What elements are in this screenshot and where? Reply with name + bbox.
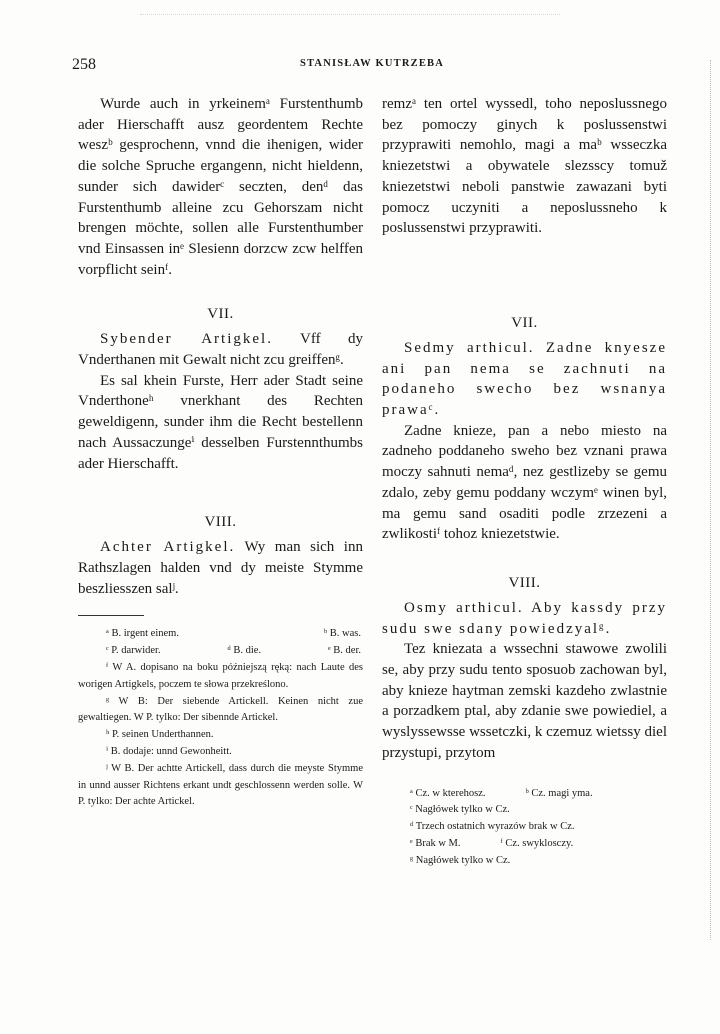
footnote-e: ᵉ Brak w M. — [410, 837, 461, 849]
footnote-j: ʲ W B. Der achtte Artickell, dass durch die meyste Stymme in unnd ausser Richtens erkant undt geschlossenn werden solle. W P. tylko: Der achte Artickel. — [78, 762, 363, 808]
footnote-a: ᵃ B. irgent einem. — [106, 628, 179, 640]
footnote-f: ᶠ W A. dopisano na boku późniejszą ręką: nach Laute des worigen Artigkels, poczem te słowa przekreślono. — [78, 661, 363, 690]
footnote-e: ᵉ B. der. — [327, 645, 361, 657]
footnote-d: ᵈ B. die. — [227, 645, 262, 657]
right-column-czech — [382, 94, 667, 870]
footnote-row — [78, 643, 363, 660]
page-header — [72, 56, 672, 76]
footnote-c: ᶜ P. darwider. — [106, 645, 161, 657]
left-section-8-title-paragraph — [78, 537, 363, 599]
left-section-8-title: Achter Artigkel. — [100, 539, 236, 556]
footnote-b: ᵇ B. was. — [323, 628, 361, 640]
left-section-7-title: Sybender Artigkel. — [100, 331, 273, 348]
left-column-german — [78, 94, 363, 811]
left-section-7-paragraph: Es sal khein Furste, Herr ader Stadt seine Vnderthoneʰ vnerkhant des Rechten geweldigenn, sunder ihm die Recht bestellenn nach Aussaczungeⁱ desselben Furstennthumbs ader Hierschafft. — [78, 372, 363, 472]
right-intro-paragraph: remzᵃ ten ortel wyssedl, toho neposlussnego bez pomoczy ginych k poslussenstwi przyprawiti nemohlo, magi a maᵇ wsseczka kniezetstwi a obywatele slezsscy tomuž kniezetstwi neboli panstwie zawazani byti pomocz uczyniti a neposlussneho k poslussenstwi przyprawiti. — [382, 96, 667, 237]
scan-noise — [140, 14, 560, 23]
left-section-7-title-paragraph — [78, 329, 363, 370]
left-section-8-title-rest: Wy man sich inn Rathszlagen halden vnd dy meiste Stymme beszliesszen salʲ. — [78, 539, 363, 597]
footnote-row — [382, 786, 667, 803]
footnote-a: ᵃ Cz. w kterehosz. — [410, 787, 486, 799]
right-section-7-heading: VII. — [511, 314, 538, 331]
right-section-7-title: Sedmy arthicul. Zadne knyesze ani pan nema se zachnuti na podaneho swecho bez wsnanya prawaᶜ. — [382, 339, 667, 419]
right-section-7-paragraph: Zadne knieze, pan a nebo miesto na zadneho poddaneho sweho bez vznani prawa moczy sahnuti nemaᵈ, nez gestlizeby se gemu zdalo, zeby gemu poddany wczymᵉ winen byl, ma gemu sand osaditi podle zrzezeni a zwlikostiᶠ tohoz kniezetstwie. — [382, 422, 667, 543]
footnote-g: ᵍ W B: Der siebende Artickell. Keinen nicht zue gewaltiegen. W P. tylko: Der sibennde Artickel. — [78, 695, 363, 724]
left-intro-paragraph: Wurde auch in yrkeinemᵃ Furstenthumb ader Hierschafft ausz geordentem Rechte weszᵇ gesprochenn, vnnd die ihenigen, wider die solche Spruche ergangenn, nicht hieldenn, sunder sich dawiderᶜ seczten, denᵈ das Furstenthumb alleine zcu Gehorszam nicht brengen möchte, sollen alle Furstenthumber vnd Einsassen inᵉ Slesienn dorzcw zcw helffen vorpflicht seinᶠ. — [78, 96, 363, 278]
right-section-8-paragraph: Tez kniezata a wssechni stawowe zwolili se, aby przy sudu tento sposuob zachowan byl, aby knieze haytman zemski kazdeho zwlastnie a porzadkem ptal, aby zdanie swe powiediel, a wyslyssewsse wssetczki, k czemuz wietssy diel przystupi, przytom — [382, 641, 667, 761]
scan-margin-mark — [710, 60, 712, 940]
footnote-rule — [78, 615, 144, 616]
footnote-b: ᵇ Cz. magi yma. — [525, 787, 593, 799]
left-section-8-heading: VIII. — [204, 514, 237, 531]
right-section-8-heading: VIII. — [508, 574, 541, 591]
left-section-7-heading: VII. — [207, 306, 234, 323]
footnote-i: ⁱ B. dodaje: unnd Gewonheitt. — [106, 745, 232, 757]
page-number: 258 — [72, 56, 96, 73]
running-title: STANISŁAW KUTRZEBA — [299, 58, 445, 69]
footnote-d: ᵈ Trzech ostatnich wyrazów brak w Cz. — [410, 821, 575, 833]
right-section-8-title: Osmy arthicul. Aby kassdy przy sudu swe sdany powiedzyalᵍ. — [382, 599, 667, 637]
left-section-7-title-rest: Vff dy Vnderthanen mit Gewalt nicht zcu greiffenᵍ. — [78, 331, 363, 369]
footnote-f: ᶠ Cz. swyklosczy. — [500, 837, 574, 849]
footnote-g: ᵍ Nagłówek tylko w Cz. — [410, 854, 511, 866]
right-footnotes — [382, 786, 667, 870]
footnote-row — [78, 626, 363, 643]
footnote-c: ᶜ Nagłówek tylko w Cz. — [410, 804, 510, 816]
footnote-h: ʰ P. seinen Underthannen. — [106, 729, 214, 741]
footnote-row — [382, 836, 667, 853]
left-footnotes — [78, 626, 363, 811]
